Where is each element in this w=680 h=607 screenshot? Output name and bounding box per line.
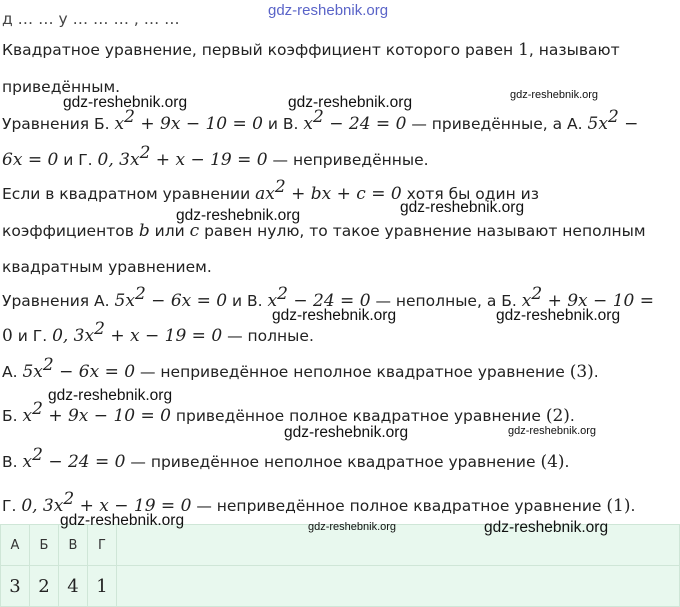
- answer-header-a: А: [1, 525, 30, 566]
- example-reduced-line-2: 6x = 0 и Г. 0, $3x^2 + x - 19 = 0$ — неприведённые.: [2, 143, 429, 170]
- definition-reduced-line-1: Квадратное уравнение, первый коэффициент которого равен 1, называют: [2, 40, 620, 60]
- answer-v-line: В. $x^2 - 24 = 0$ — приведённое неполное квадратное уравнение (4).: [2, 445, 570, 472]
- answer-header-b: Б: [30, 525, 59, 566]
- example-incomplete-line-1: Уравнения А. $5x^2 - 6x = 0$ и В. $x^2 - 24 = 0$ — неполные, а Б. $x^2 + 9x - 10$ =: [2, 284, 654, 311]
- answer-value-b: 2: [30, 566, 59, 607]
- answer-table-value-row: [1, 566, 680, 607]
- definition-reduced-line-2: приведённым.: [2, 78, 121, 96]
- answer-b-line: Б. $x^2 + 9x - 10 = 0$ приведённое полное квадратное уравнение (2).: [2, 399, 575, 426]
- answer-value-a: 3: [1, 566, 30, 607]
- answer-value-g: 1: [88, 566, 117, 607]
- definition-incomplete-line-2: коэффициентов b или c равен нулю, то такое уравнение называют неполным: [2, 221, 646, 241]
- answer-header-v: В: [59, 525, 88, 566]
- watermark-top: gdz-reshebnik.org: [268, 2, 389, 19]
- watermark: gdz-reshebnik.org: [484, 519, 609, 536]
- watermark: gdz-reshebnik.org: [63, 94, 188, 111]
- example-incomplete-line-2: 0 и Г. 0, $3x^2 + x - 19 = 0$ — полные.: [2, 319, 314, 346]
- cropped-text-line: д … … у … … … , … …: [2, 10, 180, 28]
- watermark: gdz-reshebnik.org: [496, 307, 621, 324]
- watermark: gdz-reshebnik.org: [288, 94, 413, 111]
- watermark: gdz-reshebnik.org: [272, 307, 397, 324]
- watermark: gdz-reshebnik.org: [284, 424, 409, 441]
- watermark: gdz-reshebnik.org: [60, 512, 185, 529]
- watermark: gdz-reshebnik.org: [176, 207, 301, 224]
- definition-incomplete-line-3: квадратным уравнением.: [2, 258, 212, 276]
- watermark: gdz-reshebnik.org: [508, 425, 597, 437]
- answer-header-g: Г: [88, 525, 117, 566]
- answer-a-line: А. $5x^2 - 6x = 0$ — неприведённое неполное квадратное уравнение (3).: [2, 355, 599, 382]
- answer-g-line: Г. 0, $3x^2 + x - 19 = 0$ — неприведённое полное квадратное уравнение (1).: [2, 489, 636, 516]
- definition-incomplete-line-1: Если в квадратном уравнении $ax^2$ + bx + c = 0 хотя бы один из: [2, 177, 539, 204]
- watermark: gdz-reshebnik.org: [400, 199, 525, 216]
- watermark: gdz-reshebnik.org: [308, 521, 397, 533]
- watermark: gdz-reshebnik.org: [48, 387, 173, 404]
- answer-table-filler: [117, 566, 680, 607]
- example-reduced-line-1: Уравнения Б. $x^2 + 9x - 10 = 0$ и В. $x^2 - 24 = 0$ — приведённые, а А. $5x^2$ −: [2, 107, 639, 134]
- watermark: gdz-reshebnik.org: [510, 89, 599, 101]
- answer-value-v: 4: [59, 566, 88, 607]
